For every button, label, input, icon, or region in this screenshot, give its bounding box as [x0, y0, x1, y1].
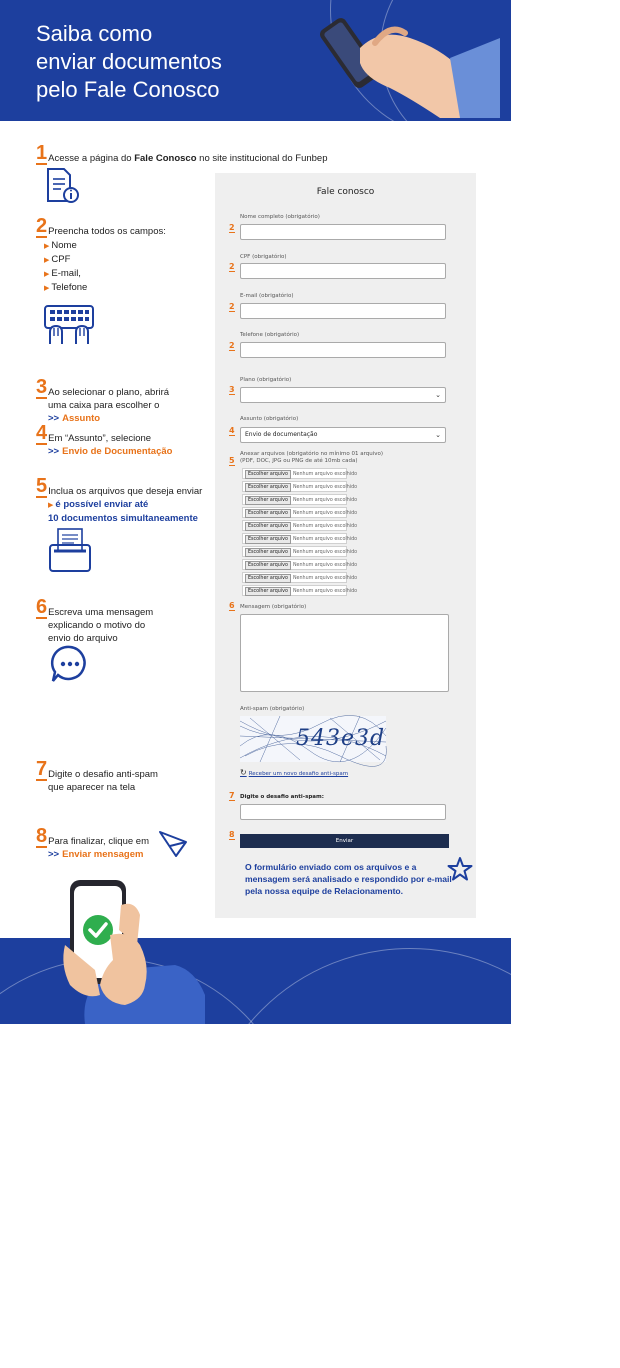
- form-step-marker: 7: [229, 791, 235, 800]
- step-text: Em “Assunto”, selecione: [48, 433, 152, 444]
- step-5: 5Inclua os arquivos que deseja enviar ▶ é possível enviar até 10 documentos simultaneamente: [36, 475, 203, 524]
- step-highlight: Assunto: [62, 413, 101, 424]
- form-step-marker: 5: [229, 456, 235, 465]
- plan-select[interactable]: [240, 387, 446, 403]
- star-icon: [447, 856, 473, 882]
- chat-bubble-icon: [50, 644, 90, 684]
- step-highlight: Enviar mensagem: [62, 849, 144, 860]
- file-status: Nenhum arquivo escolhido: [292, 563, 358, 568]
- chevron-down-icon: ⌄: [435, 391, 441, 399]
- keyboard-hands-icon: [42, 298, 96, 346]
- step-text: no site institucional do Funbep: [196, 153, 328, 164]
- file-input[interactable]: [242, 559, 358, 570]
- step-3: [36, 377, 211, 425]
- file-input[interactable]: [242, 494, 358, 505]
- field-list: [44, 239, 206, 295]
- send-paper-plane-icon: [157, 828, 189, 860]
- step-7: [36, 759, 211, 794]
- submit-button[interactable]: Enviar: [240, 834, 449, 848]
- captcha-input[interactable]: [240, 804, 446, 820]
- plan-label: Plano (obrigatório): [240, 377, 292, 383]
- step-text: explicando o motivo do: [48, 620, 146, 631]
- file-status: Nenhum arquivo escolhido: [292, 472, 358, 477]
- step-number: 5: [36, 475, 48, 497]
- file-input[interactable]: [242, 546, 358, 557]
- step-1: [36, 143, 356, 165]
- choose-file-button[interactable]: Escolher arquivo: [245, 574, 291, 583]
- file-status: Nenhum arquivo escolhido: [292, 576, 358, 581]
- file-status: Nenhum arquivo escolhido: [292, 524, 358, 529]
- choose-file-button[interactable]: Escolher arquivo: [245, 535, 291, 544]
- attach-label: Anexar arquivos (obrigatório no mínimo 01 arquivo): [240, 451, 384, 457]
- step-text-bold: Fale Conosco: [134, 153, 197, 164]
- message-label: Mensagem (obrigatório): [240, 604, 307, 610]
- list-item: ▶ Telefone: [44, 282, 88, 293]
- arrow-icon: >>: [48, 849, 60, 860]
- challenge-label: Digite o desafio anti-spam:: [240, 794, 324, 800]
- step-2: [36, 216, 206, 295]
- choose-file-button[interactable]: Escolher arquivo: [245, 509, 291, 518]
- list-item: ▶ CPF: [44, 254, 71, 265]
- form-step-marker: 4: [229, 426, 235, 435]
- subject-select[interactable]: [240, 427, 446, 443]
- refresh-icon: ↻: [240, 768, 247, 777]
- form-step-marker: 6: [229, 601, 235, 610]
- final-message: O formulário enviado com os arquivos e a mensagem será analisado e respondido por e-mail pela nossa equipe de Relacionamento.: [245, 862, 452, 896]
- form-step-marker: 8: [229, 830, 235, 839]
- hero-title: [36, 20, 222, 104]
- file-status: Nenhum arquivo escolhido: [292, 537, 358, 542]
- file-upload-icon: [48, 527, 92, 575]
- file-input[interactable]: [242, 507, 358, 518]
- hero-title-line: Saiba como: [36, 21, 153, 46]
- step-text: Ao selecionar o plano, abrirá: [48, 387, 170, 398]
- form-step-marker: 2: [229, 262, 235, 271]
- email-label: E-mail (obrigatório): [240, 293, 294, 299]
- choose-file-button[interactable]: Escolher arquivo: [245, 561, 291, 570]
- step-number: 3: [36, 376, 48, 398]
- step-highlight: 10 documentos simultaneamente: [48, 513, 198, 524]
- captcha-text: 543e3d: [296, 726, 386, 751]
- subject-selected-value: Envio de documentação: [245, 431, 318, 438]
- step-text: Inclua os arquivos que deseja enviar: [48, 486, 203, 497]
- arrow-icon: >>: [48, 413, 60, 424]
- step-4: [36, 423, 211, 458]
- message-textarea[interactable]: [240, 614, 449, 692]
- step-highlight: é possível enviar até: [55, 499, 149, 510]
- file-status: Nenhum arquivo escolhido: [292, 589, 358, 594]
- form-step-marker: 2: [229, 223, 235, 232]
- step-highlight: Envio de Documentação: [62, 446, 173, 457]
- step-text: Preencha todos os campos:: [48, 226, 166, 237]
- file-input[interactable]: [242, 468, 358, 479]
- phone-label: Telefone (obrigatório): [240, 332, 300, 338]
- step-text: uma caixa para escolher o: [48, 400, 160, 411]
- refresh-captcha-link[interactable]: [240, 768, 348, 777]
- form-title: Fale conosco: [316, 187, 375, 197]
- arrow-icon: >>: [48, 446, 60, 457]
- file-status: Nenhum arquivo escolhido: [292, 511, 358, 516]
- choose-file-button[interactable]: Escolher arquivo: [245, 587, 291, 596]
- antispam-label: Anti-spam (obrigatório): [240, 706, 305, 712]
- file-input[interactable]: [242, 481, 358, 492]
- step-number: 2: [36, 215, 48, 237]
- step-number: 6: [36, 596, 48, 618]
- step-text: Digite o desafio anti-spam: [48, 769, 158, 780]
- hero-banner: [0, 0, 511, 121]
- file-status: Nenhum arquivo escolhido: [292, 498, 358, 503]
- choose-file-button[interactable]: Escolher arquivo: [245, 496, 291, 505]
- hero-title-line: enviar documentos: [36, 49, 222, 74]
- refresh-link-text: Receber um novo desafio anti-spam: [248, 771, 349, 777]
- list-item: ▶ E-mail,: [44, 268, 81, 279]
- file-input[interactable]: [242, 585, 358, 596]
- step-text: Acesse a página do: [48, 153, 135, 164]
- file-input[interactable]: [242, 572, 358, 583]
- step-number: 8: [36, 825, 48, 847]
- step-text: Escreva uma mensagem: [48, 607, 154, 618]
- form-step-marker: 2: [229, 302, 235, 311]
- phone-input[interactable]: [240, 342, 446, 358]
- step-text: envio do arquivo: [48, 633, 118, 644]
- choose-file-button[interactable]: Escolher arquivo: [245, 522, 291, 531]
- attach-hint: (PDF, DOC, JPG ou PNG de até 10mb cada): [240, 458, 358, 464]
- step-6: [36, 597, 211, 645]
- document-info-icon: [44, 167, 80, 205]
- email-input[interactable]: [240, 303, 446, 319]
- hero-title-line: pelo Fale Conosco: [36, 77, 220, 102]
- form-step-marker: 3: [229, 385, 235, 394]
- form-step-marker: 2: [229, 341, 235, 350]
- subject-label: Assunto (obrigatório): [240, 416, 299, 422]
- step-text: que aparecer na tela: [48, 782, 136, 793]
- captcha-image: [240, 716, 386, 762]
- name-label: Nome completo (obrigatório): [240, 214, 320, 220]
- step-number: 7: [36, 758, 48, 780]
- choose-file-button[interactable]: Escolher arquivo: [245, 470, 291, 479]
- step-number: 4: [36, 422, 48, 444]
- file-input[interactable]: [242, 520, 358, 531]
- chevron-down-icon: ⌄: [435, 431, 441, 439]
- step-text: Para finalizar, clique em: [48, 836, 149, 847]
- choose-file-button[interactable]: Escolher arquivo: [245, 483, 291, 492]
- file-status: Nenhum arquivo escolhido: [292, 485, 358, 490]
- list-item: ▶ Nome: [44, 240, 77, 251]
- phone-check-icon: [55, 875, 205, 1024]
- cpf-label: CPF (obrigatório): [240, 254, 287, 260]
- step-number: 1: [36, 142, 48, 164]
- cpf-input[interactable]: [240, 263, 446, 279]
- file-status: Nenhum arquivo escolhido: [292, 550, 358, 555]
- hand-phone-icon: [320, 8, 500, 118]
- file-input[interactable]: [242, 533, 358, 544]
- contact-form-panel: [215, 173, 476, 918]
- decorative-curve: [200, 948, 620, 1368]
- choose-file-button[interactable]: Escolher arquivo: [245, 548, 291, 557]
- name-input[interactable]: [240, 224, 446, 240]
